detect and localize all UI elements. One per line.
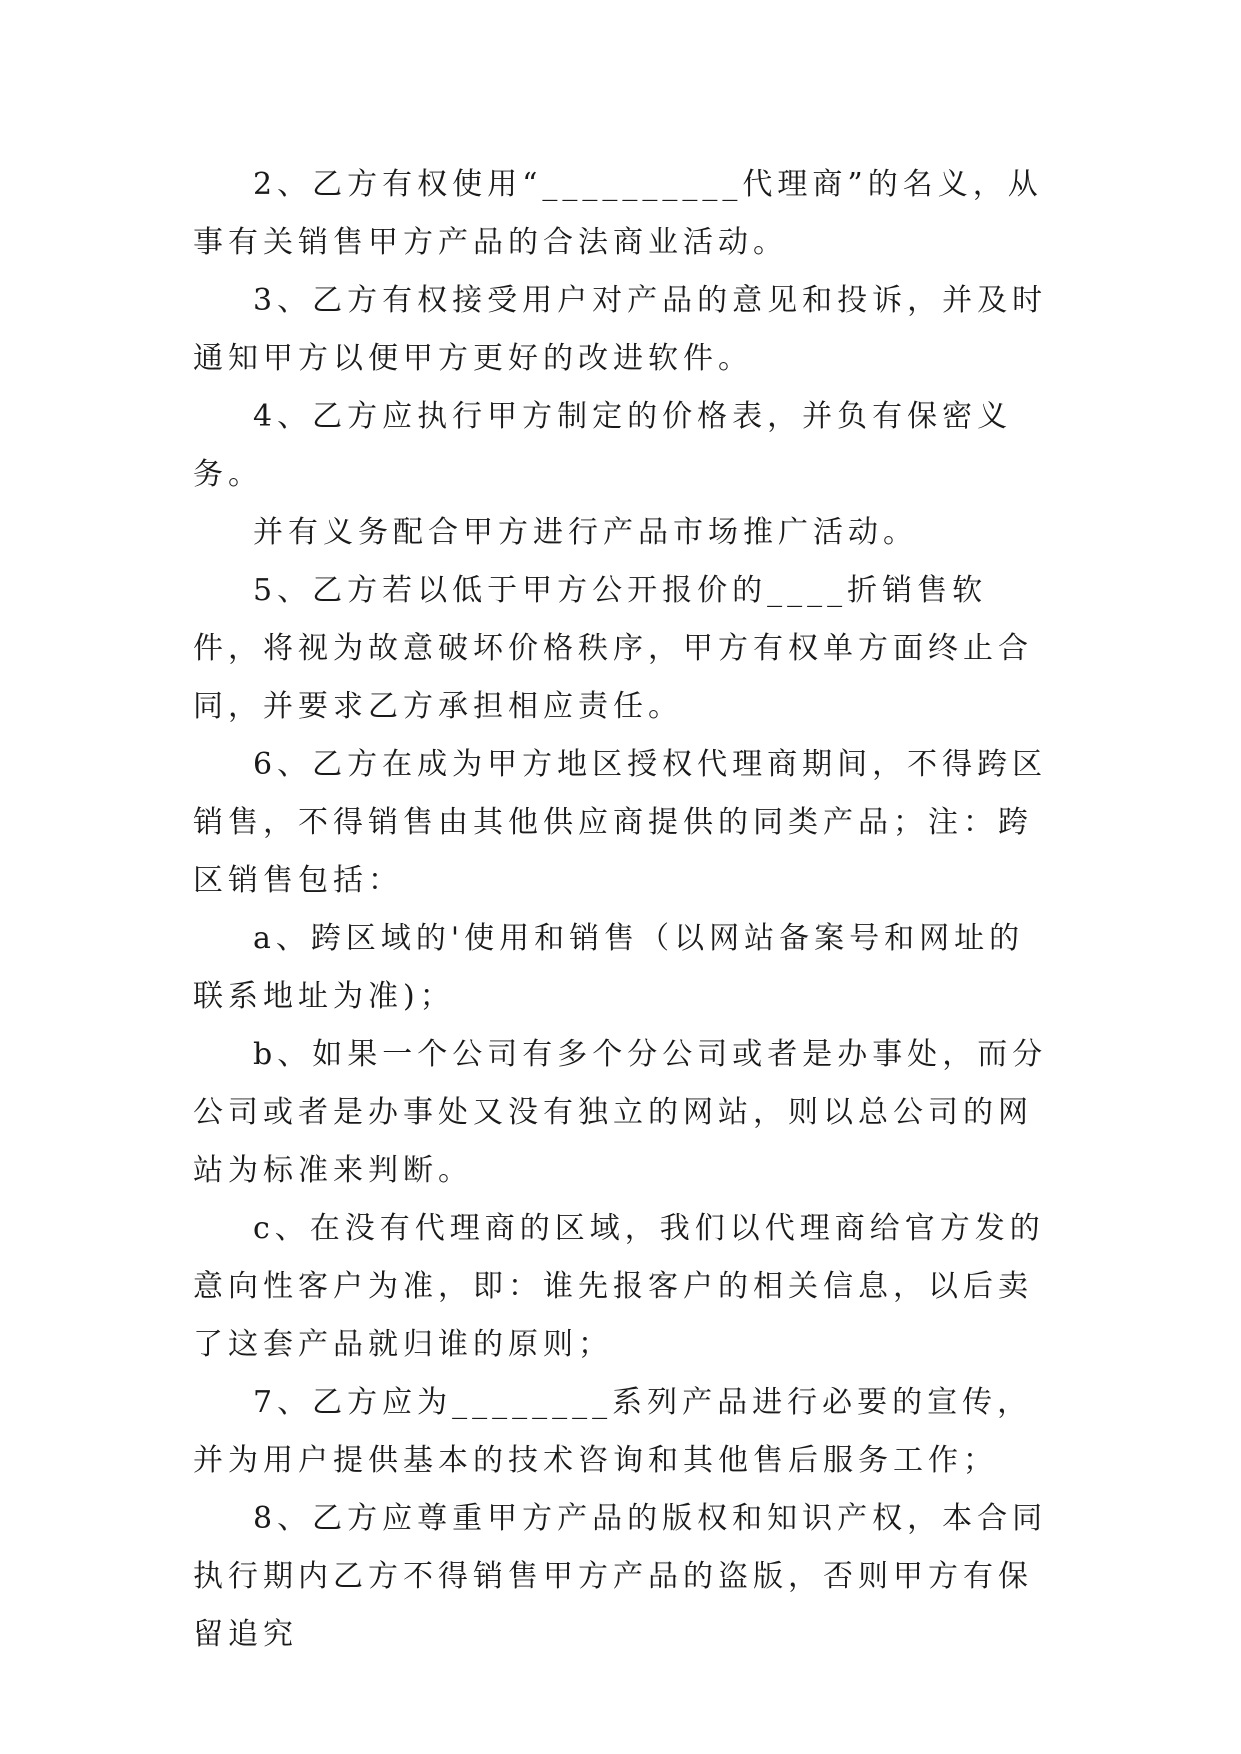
paragraph-clause-6a: a、跨区域的'使用和销售（以网站备案号和网址的联系地址为准)； (193, 921, 1025, 1014)
paragraph-clause-6c: c、在没有代理商的区域，我们以代理商给官方发的意向性客户为准，即：谁先报客户的相关信息，以后卖了这套产品就归谁的原则； (193, 1211, 1045, 1362)
paragraph-clause-8: 8、乙方应尊重甲方产品的版权和知识产权，本合同执行期内乙方不得销售甲方产品的盗版，否则甲方有保留追究 (193, 1501, 1048, 1652)
paragraph-clause-4-continued: 并有义务配合甲方进行产品市场推广活动。 (253, 515, 918, 550)
document-body (193, 156, 1053, 1664)
paragraph-clause-6b: b、如果一个公司有多个分公司或者是办事处，而分公司或者是办事处又没有独立的网站，则以总公司的网站为标准来判断。 (193, 1037, 1048, 1188)
paragraph-clause-6: 6、乙方在成为甲方地区授权代理商期间，不得跨区销售，不得销售由其他供应商提供的同类产品；注：跨区销售包括： (193, 747, 1048, 898)
paragraph-clause-7: 7、乙方应为________系列产品进行必要的宣传，并为用户提供基本的技术咨询和其他售后服务工作； (193, 1385, 1033, 1478)
paragraph-clause-2: 2、乙方有权使用“__________代理商”的名义，从事有关销售甲方产品的合法商业活动。 (193, 167, 1043, 260)
paragraph-clause-5: 5、乙方若以低于甲方公开报价的____折销售软件，将视为故意破坏价格秩序，甲方有权单方面终止合同，并要求乙方承担相应责任。 (193, 573, 1033, 724)
paragraph-clause-3: 3、乙方有权接受用户对产品的意见和投诉，并及时通知甲方以便甲方更好的改进软件。 (193, 283, 1048, 376)
paragraph-clause-4: 4、乙方应执行甲方制定的价格表，并负有保密义务。 (193, 399, 1013, 492)
